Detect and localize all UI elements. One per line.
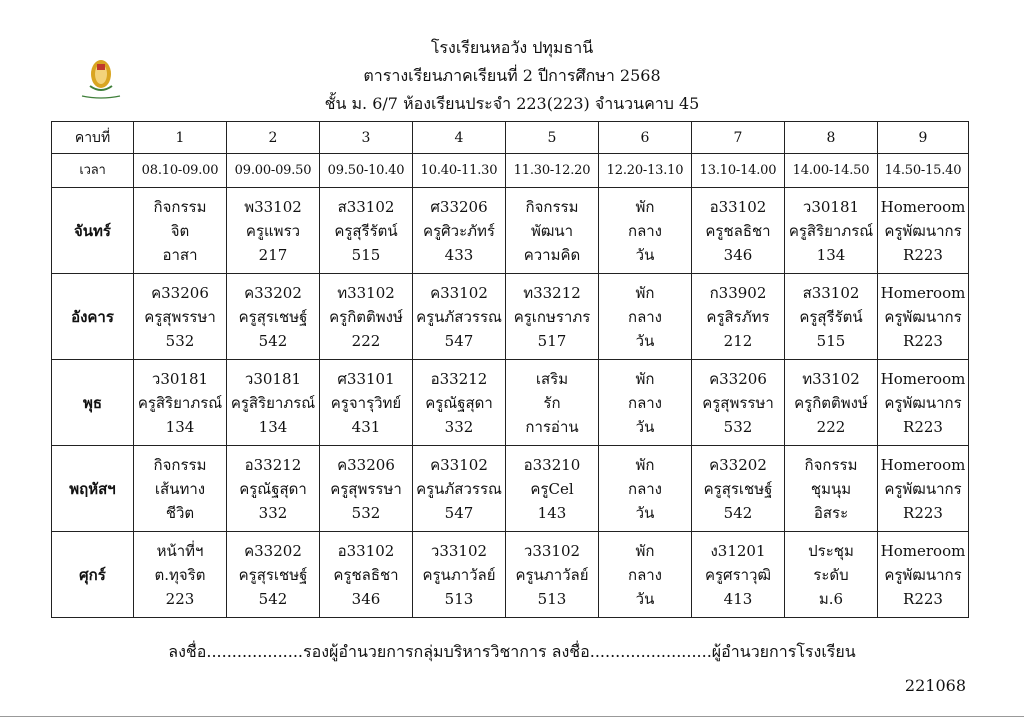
subject-code: ว30181	[244, 369, 302, 388]
subject-code: ค33202	[709, 455, 767, 474]
day-row	[52, 360, 969, 446]
subject-code: ว30181	[802, 197, 860, 216]
schedule-cell	[785, 446, 878, 532]
schedule-cell	[599, 360, 692, 446]
subject-code: ค33206	[709, 369, 767, 388]
teacher-name: ครูสิริยาภรณ์	[230, 393, 316, 412]
schedule-cell	[692, 446, 785, 532]
period-number: 3	[320, 122, 413, 154]
document-code: 221068	[904, 676, 966, 695]
teacher-name: ครูแพรว	[245, 221, 301, 240]
term-title: ตารางเรียนภาคเรียนที่ 2 ปีการศึกษา 2568	[363, 66, 661, 85]
teacher-name: ครูสุรีรัตน์	[334, 221, 398, 240]
teacher-name: กลาง	[627, 393, 663, 412]
room-number: R223	[903, 417, 943, 436]
subject-code: ศ33101	[337, 369, 395, 388]
subject-code: อ33102	[709, 197, 767, 216]
subject-code: กิจกรรม	[153, 197, 207, 216]
schedule-cell	[785, 188, 878, 274]
subject-code: อ33212	[244, 455, 302, 474]
room-number: วัน	[635, 331, 655, 350]
subject-code: เสริม	[535, 369, 569, 388]
teacher-name: ครูสุพรรษา	[330, 479, 402, 498]
subject-code: Homeroom	[880, 541, 966, 560]
room-number: 413	[723, 589, 753, 608]
schedule-cell	[227, 532, 320, 618]
room-number: 515	[816, 331, 846, 350]
subject-code: พัก	[635, 283, 655, 302]
room-number: 431	[351, 417, 381, 436]
period-number: 9	[878, 122, 969, 154]
room-number: 332	[444, 417, 474, 436]
schedule-cell	[320, 446, 413, 532]
schedule-cell	[413, 360, 506, 446]
subject-code: ค33202	[244, 283, 302, 302]
subject-code: พัก	[635, 197, 655, 216]
subject-code: ค33102	[430, 455, 488, 474]
period-time: 10.40-11.30	[413, 154, 506, 188]
period-time: 09.00-09.50	[227, 154, 320, 188]
subject-code: ประชุม	[808, 541, 854, 560]
time-row	[52, 154, 969, 188]
room-number: 223	[165, 589, 195, 608]
room-number: 532	[165, 331, 195, 350]
room-number: อาสา	[162, 245, 198, 264]
room-number: 222	[816, 417, 846, 436]
teacher-name: กลาง	[627, 307, 663, 326]
subject-code: Homeroom	[880, 197, 966, 216]
day-row	[52, 446, 969, 532]
room-number: 542	[723, 503, 753, 522]
teacher-name: ครูนภาวัลย์	[515, 565, 589, 584]
room-number: 134	[816, 245, 846, 264]
schedule-cell	[878, 274, 969, 360]
room-number: 134	[165, 417, 195, 436]
day-label: พฤหัสฯ	[52, 446, 134, 532]
subject-code: ง31201	[710, 541, 766, 560]
teacher-name: ระดับ	[813, 565, 849, 584]
schedule-cell	[599, 274, 692, 360]
subject-code: ก33902	[709, 283, 767, 302]
period-number: 1	[134, 122, 227, 154]
period-time: 09.50-10.40	[320, 154, 413, 188]
teacher-name: ครูสิรภัทร	[706, 307, 770, 326]
period-time: 12.20-13.10	[599, 154, 692, 188]
schedule-cell	[785, 274, 878, 360]
schedule-cell	[134, 274, 227, 360]
teacher-name: กลาง	[627, 479, 663, 498]
schedule-cell	[320, 188, 413, 274]
teacher-name: ต.ทุจริต	[154, 565, 206, 584]
schedule-cell	[227, 360, 320, 446]
class-info: ชั้น ม. 6/7 ห้องเรียนประจำ 223(223) จำนวนคาบ 45	[324, 94, 700, 113]
teacher-name: ครูศิวะภัทร์	[423, 221, 495, 240]
subject-code: พัก	[635, 455, 655, 474]
schedule-cell	[506, 274, 599, 360]
schedule-cell	[878, 188, 969, 274]
schedule-cell	[227, 446, 320, 532]
subject-code: ท33102	[802, 369, 860, 388]
timetable-body	[52, 122, 969, 618]
schedule-cell	[785, 360, 878, 446]
subject-code: Homeroom	[880, 369, 966, 388]
subject-code: Homeroom	[880, 455, 966, 474]
day-row	[52, 274, 969, 360]
schedule-cell	[878, 360, 969, 446]
subject-code: ว33102	[523, 541, 581, 560]
subject-code: ว33102	[430, 541, 488, 560]
room-number: 513	[537, 589, 567, 608]
room-number: ม.6	[818, 589, 844, 608]
teacher-name: ครูนภัสวรรณ	[416, 307, 502, 326]
subject-code: ค33206	[151, 283, 209, 302]
signature-line: ลงชื่อ...................รองผู้อำนวยการกลุ่มบริหารวิชาการ ลงชื่อ........................ผู้อำนวยการโรงเรียน	[168, 642, 856, 661]
day-label: จันทร์	[52, 188, 134, 274]
room-number: R223	[903, 503, 943, 522]
schedule-cell	[692, 532, 785, 618]
schedule-cell	[413, 188, 506, 274]
teacher-name: ครูพัฒนากร	[884, 221, 962, 240]
timetable	[51, 121, 969, 618]
schedule-cell	[413, 532, 506, 618]
school-name: โรงเรียนหอวัง ปทุมธานี	[430, 38, 594, 57]
schedule-cell	[878, 532, 969, 618]
subject-code: ว30181	[151, 369, 209, 388]
room-number: 217	[258, 245, 288, 264]
schedule-cell	[227, 188, 320, 274]
room-number: ความคิด	[523, 245, 581, 264]
day-label: อังคาร	[52, 274, 134, 360]
teacher-name: ครูนภาวัลย์	[422, 565, 496, 584]
schedule-cell	[134, 360, 227, 446]
room-number: อิสระ	[813, 503, 849, 522]
period-time: 13.10-14.00	[692, 154, 785, 188]
subject-code: ค33206	[337, 455, 395, 474]
subject-code: กิจกรรม	[153, 455, 207, 474]
subject-code: อ33212	[430, 369, 488, 388]
subject-code: ค33102	[430, 283, 488, 302]
room-number: 222	[351, 331, 381, 350]
subject-code: พัก	[635, 369, 655, 388]
period-label: คาบที่	[52, 122, 134, 154]
teacher-name: ครูพัฒนากร	[884, 479, 962, 498]
teacher-name: ครูCel	[530, 479, 574, 498]
subject-code: กิจกรรม	[525, 197, 579, 216]
room-number: วัน	[635, 589, 655, 608]
room-number: 134	[258, 417, 288, 436]
period-number: 5	[506, 122, 599, 154]
teacher-name: ครูชลธิชา	[705, 221, 771, 240]
schedule-cell	[134, 532, 227, 618]
schedule-cell	[506, 532, 599, 618]
room-number: 547	[444, 331, 474, 350]
schedule-cell	[692, 274, 785, 360]
teacher-name: ครูสุพรรษา	[144, 307, 216, 326]
teacher-name: พัฒนา	[530, 221, 574, 240]
teacher-name: กลาง	[627, 565, 663, 584]
period-row	[52, 122, 969, 154]
teacher-name: ครูพัฒนากร	[884, 307, 962, 326]
schedule-cell	[599, 446, 692, 532]
period-number: 7	[692, 122, 785, 154]
subject-code: พัก	[635, 541, 655, 560]
teacher-name: ครูณัฐสุดา	[239, 479, 307, 498]
room-number: 143	[537, 503, 567, 522]
schedule-cell	[599, 188, 692, 274]
room-number: 212	[723, 331, 753, 350]
room-number: R223	[903, 589, 943, 608]
room-number: 542	[258, 589, 288, 608]
teacher-name: ครูสุพรรษา	[702, 393, 774, 412]
day-label: พุธ	[52, 360, 134, 446]
teacher-name: ครูสิริยาภรณ์	[788, 221, 874, 240]
room-number: 433	[444, 245, 474, 264]
subject-code: ท33102	[337, 283, 395, 302]
schedule-cell	[134, 446, 227, 532]
subject-code: หน้าที่ฯ	[156, 541, 204, 560]
room-number: 532	[351, 503, 381, 522]
schedule-cell	[320, 532, 413, 618]
schedule-cell	[506, 446, 599, 532]
day-row	[52, 188, 969, 274]
period-number: 6	[599, 122, 692, 154]
teacher-name: ครูสุรเชษฐ์	[238, 307, 308, 326]
period-number: 4	[413, 122, 506, 154]
teacher-name: ครูกิตติพงษ์	[329, 307, 403, 326]
teacher-name: ครูจารุวิทย์	[330, 393, 402, 412]
room-number: 532	[723, 417, 753, 436]
room-number: 547	[444, 503, 474, 522]
schedule-cell	[227, 274, 320, 360]
subject-code: ศ33206	[430, 197, 488, 216]
teacher-name: ชุมนุม	[810, 479, 852, 498]
teacher-name: ครูศราวุฒิ	[704, 565, 772, 584]
room-number: R223	[903, 331, 943, 350]
room-number: 346	[351, 589, 381, 608]
day-label: ศุกร์	[52, 532, 134, 618]
room-number: 332	[258, 503, 288, 522]
subject-code: ท33212	[523, 283, 581, 302]
room-number: 346	[723, 245, 753, 264]
period-time: 11.30-12.20	[506, 154, 599, 188]
subject-code: ค33202	[244, 541, 302, 560]
teacher-name: จิต	[170, 221, 190, 240]
period-number: 8	[785, 122, 878, 154]
schedule-cell	[599, 532, 692, 618]
teacher-name: ครูสุรเชษฐ์	[703, 479, 773, 498]
teacher-name: เส้นทาง	[154, 479, 206, 498]
subject-code: อ33210	[523, 455, 581, 474]
teacher-name: ครูเกษราภร	[513, 307, 591, 326]
teacher-name: ครูสุรเชษฐ์	[238, 565, 308, 584]
schedule-cell	[320, 274, 413, 360]
room-number: วัน	[635, 503, 655, 522]
teacher-name: รัก	[543, 393, 561, 412]
subject-code: อ33102	[337, 541, 395, 560]
time-label: เวลา	[52, 154, 134, 188]
room-number: 542	[258, 331, 288, 350]
teacher-name: ครูสิริยาภรณ์	[137, 393, 223, 412]
teacher-name: ครูนภัสวรรณ	[416, 479, 502, 498]
subject-code: กิจกรรม	[804, 455, 858, 474]
teacher-name: ครูพัฒนากร	[884, 565, 962, 584]
teacher-name: กลาง	[627, 221, 663, 240]
teacher-name: ครูพัฒนากร	[884, 393, 962, 412]
subject-code: ส33102	[337, 197, 395, 216]
schedule-cell	[878, 446, 969, 532]
room-number: วัน	[635, 245, 655, 264]
schedule-cell	[413, 274, 506, 360]
schedule-cell	[692, 360, 785, 446]
teacher-name: ครูณัฐสุดา	[425, 393, 493, 412]
room-number: 513	[444, 589, 474, 608]
period-time: 14.50-15.40	[878, 154, 969, 188]
subject-code: พ33102	[244, 197, 302, 216]
schedule-cell	[506, 188, 599, 274]
period-number: 2	[227, 122, 320, 154]
room-number: ชีวิต	[165, 503, 195, 522]
teacher-name: ครูสุรีรัตน์	[799, 307, 863, 326]
teacher-name: ครูชลธิชา	[333, 565, 399, 584]
room-number: วัน	[635, 417, 655, 436]
schedule-cell	[413, 446, 506, 532]
page-divider	[0, 716, 1024, 717]
room-number: 515	[351, 245, 381, 264]
schedule-cell	[692, 188, 785, 274]
period-time: 14.00-14.50	[785, 154, 878, 188]
schedule-cell	[785, 532, 878, 618]
room-number: 517	[537, 331, 567, 350]
schedule-cell	[506, 360, 599, 446]
teacher-name: ครูกิตติพงษ์	[794, 393, 868, 412]
room-number: การอ่าน	[525, 417, 579, 436]
schedule-cell	[320, 360, 413, 446]
period-time: 08.10-09.00	[134, 154, 227, 188]
room-number: R223	[903, 245, 943, 264]
schedule-cell	[134, 188, 227, 274]
day-row	[52, 532, 969, 618]
subject-code: ส33102	[802, 283, 860, 302]
subject-code: Homeroom	[880, 283, 966, 302]
